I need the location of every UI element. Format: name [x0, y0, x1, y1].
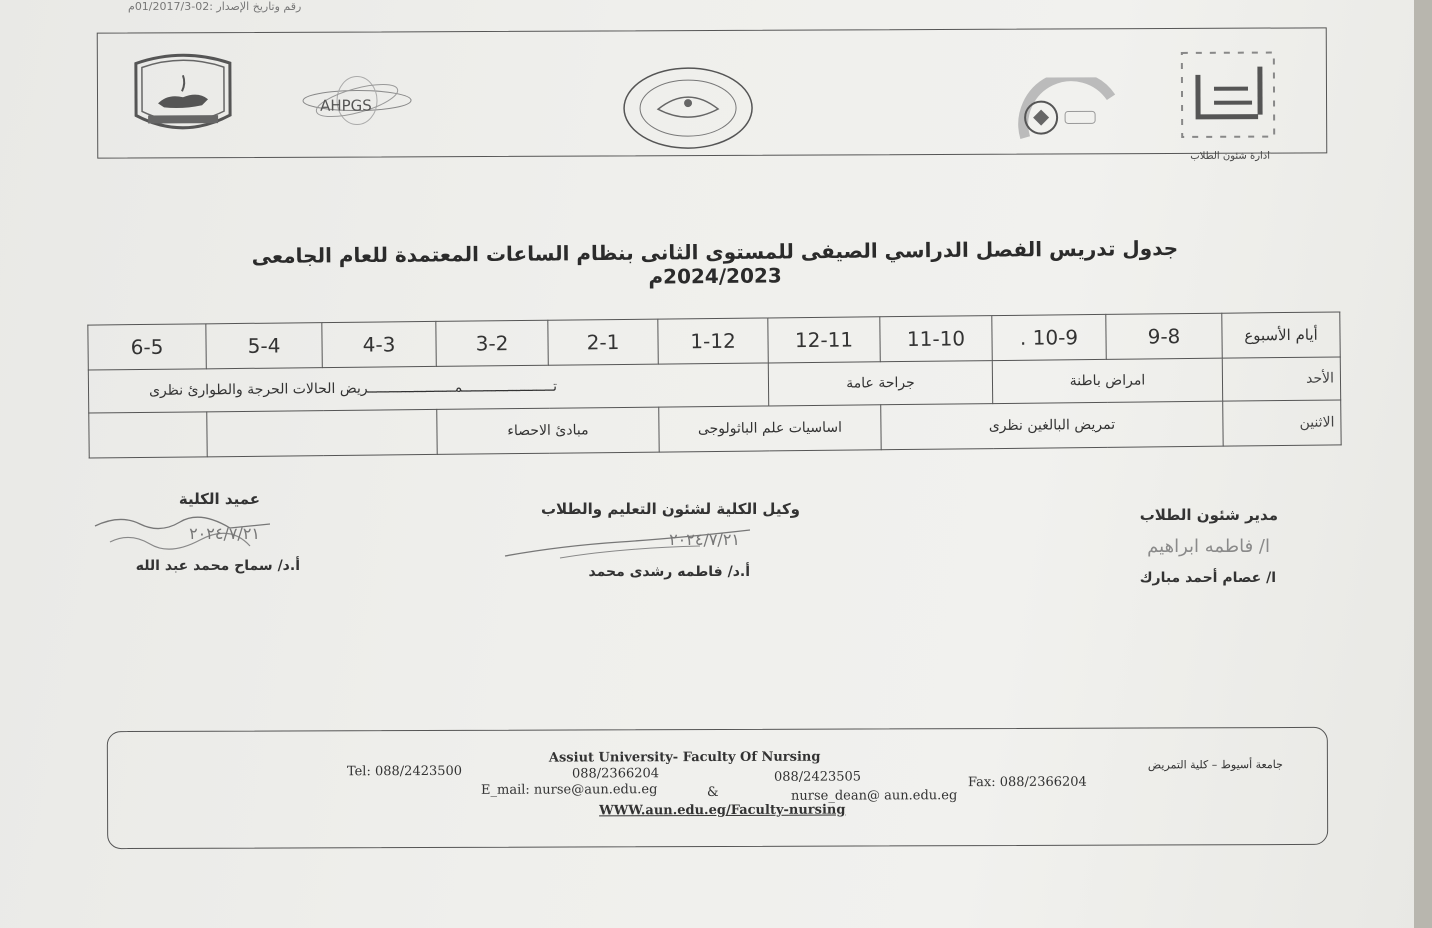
day-cell: الأحد [1222, 357, 1340, 401]
vice-dean-name: أ.د/ فاطمه رشدى محمد [588, 564, 750, 580]
header-slot: 10-9 . [992, 314, 1106, 360]
manager-signature-block [1080, 506, 1278, 586]
course-cell: تمريض البالغين نظرى [881, 401, 1223, 450]
header-slot: 5-4 [206, 323, 322, 369]
footer-email2: nurse_dean@ aun.edu.eg [791, 788, 958, 804]
schedule-table [87, 311, 1341, 458]
footer-amp: & [706, 784, 719, 801]
day-cell: الاثنين [1223, 400, 1341, 446]
footer-tel2: 088/2366204 [571, 766, 660, 782]
header-slot: 11-10 [880, 316, 992, 362]
dean-name: أ.د/ سماح محمد عبد الله [135, 558, 300, 574]
header-slot: 12-11 [768, 317, 880, 363]
course-cell: تــــــــــــــــــــــمـــــــــــــــــــــريض الحالات الحرجة والطوارئ نظرى [88, 363, 768, 413]
footer-fax: Fax: 088/2366204 [967, 774, 1087, 791]
manager-title: مدير شئون الطلاب [1139, 506, 1278, 524]
header-slot: 4-3 [322, 321, 436, 367]
letterhead [97, 27, 1328, 162]
empty-cell [207, 409, 437, 456]
dean-title: عميد الكلية [178, 490, 260, 508]
footer-email1: E_mail: nurse@aun.edu.eg [480, 782, 658, 798]
training-center-icon [1013, 77, 1123, 149]
background-edge [1414, 0, 1432, 928]
document-code: رقم وتاريخ الإصدار :02-01/2017/3م [128, 0, 302, 13]
header-days: أيام الأسبوع [1222, 312, 1340, 358]
course-cell: امراض باطنة [992, 358, 1222, 403]
footer-website-link[interactable]: WWW.aun.edu.eg/Faculty-nursing [599, 802, 846, 819]
page-title: جدول تدريس الفصل الدراسي الصيفى للمستوى الثانى بنظام الساعات المعتمدة للعام الجامعى 2024/2023م [251, 235, 1179, 289]
footer-tel: Tel: 088/2423500 [346, 763, 463, 780]
assiut-university-logo-icon [1168, 44, 1288, 145]
header-slot: 1-12 [658, 318, 768, 364]
faculty-seal-icon [128, 45, 238, 135]
course-cell: جراحة عامة [768, 361, 992, 406]
vice-dean-signature-block [500, 500, 800, 580]
header-slot: 9-8 [1106, 313, 1222, 359]
vice-dean-title: وكيل الكلية لشئون التعليم والطلاب [540, 500, 800, 518]
header-slot: 3-2 [436, 320, 548, 366]
vice-dean-handwritten-date: ٢٠٢٤/٧/٢١ [669, 530, 740, 549]
course-cell: مبادئ الاحصاء [437, 407, 659, 454]
ahpgs-label: AHPGS [320, 96, 372, 115]
quality-seal-icon [618, 65, 758, 152]
university-department: ادارة شئون الطلاب [1190, 150, 1271, 162]
empty-cell [89, 412, 207, 458]
footer-tel3: 088/2423505 [773, 769, 862, 785]
dean-handwritten-date: ٢٠٢٤/٧/٢١ [189, 524, 260, 543]
header-slot: 2-1 [548, 319, 658, 365]
footer-org-ar: جامعة أسيوط – كلية التمريض [1147, 758, 1283, 772]
course-cell: اساسيات علم الباثولوجى [659, 405, 881, 452]
footer-org-en: Assiut University- Faculty Of Nursing [548, 749, 821, 766]
footer-contact [107, 727, 1328, 849]
manager-handwritten: ا/ فاطمه ابراهيم [1147, 536, 1270, 557]
dean-signature-block [135, 490, 300, 574]
header-slot: 6-5 [88, 324, 206, 370]
manager-name: ا/ عصام أحمد مبارك [1139, 570, 1276, 586]
